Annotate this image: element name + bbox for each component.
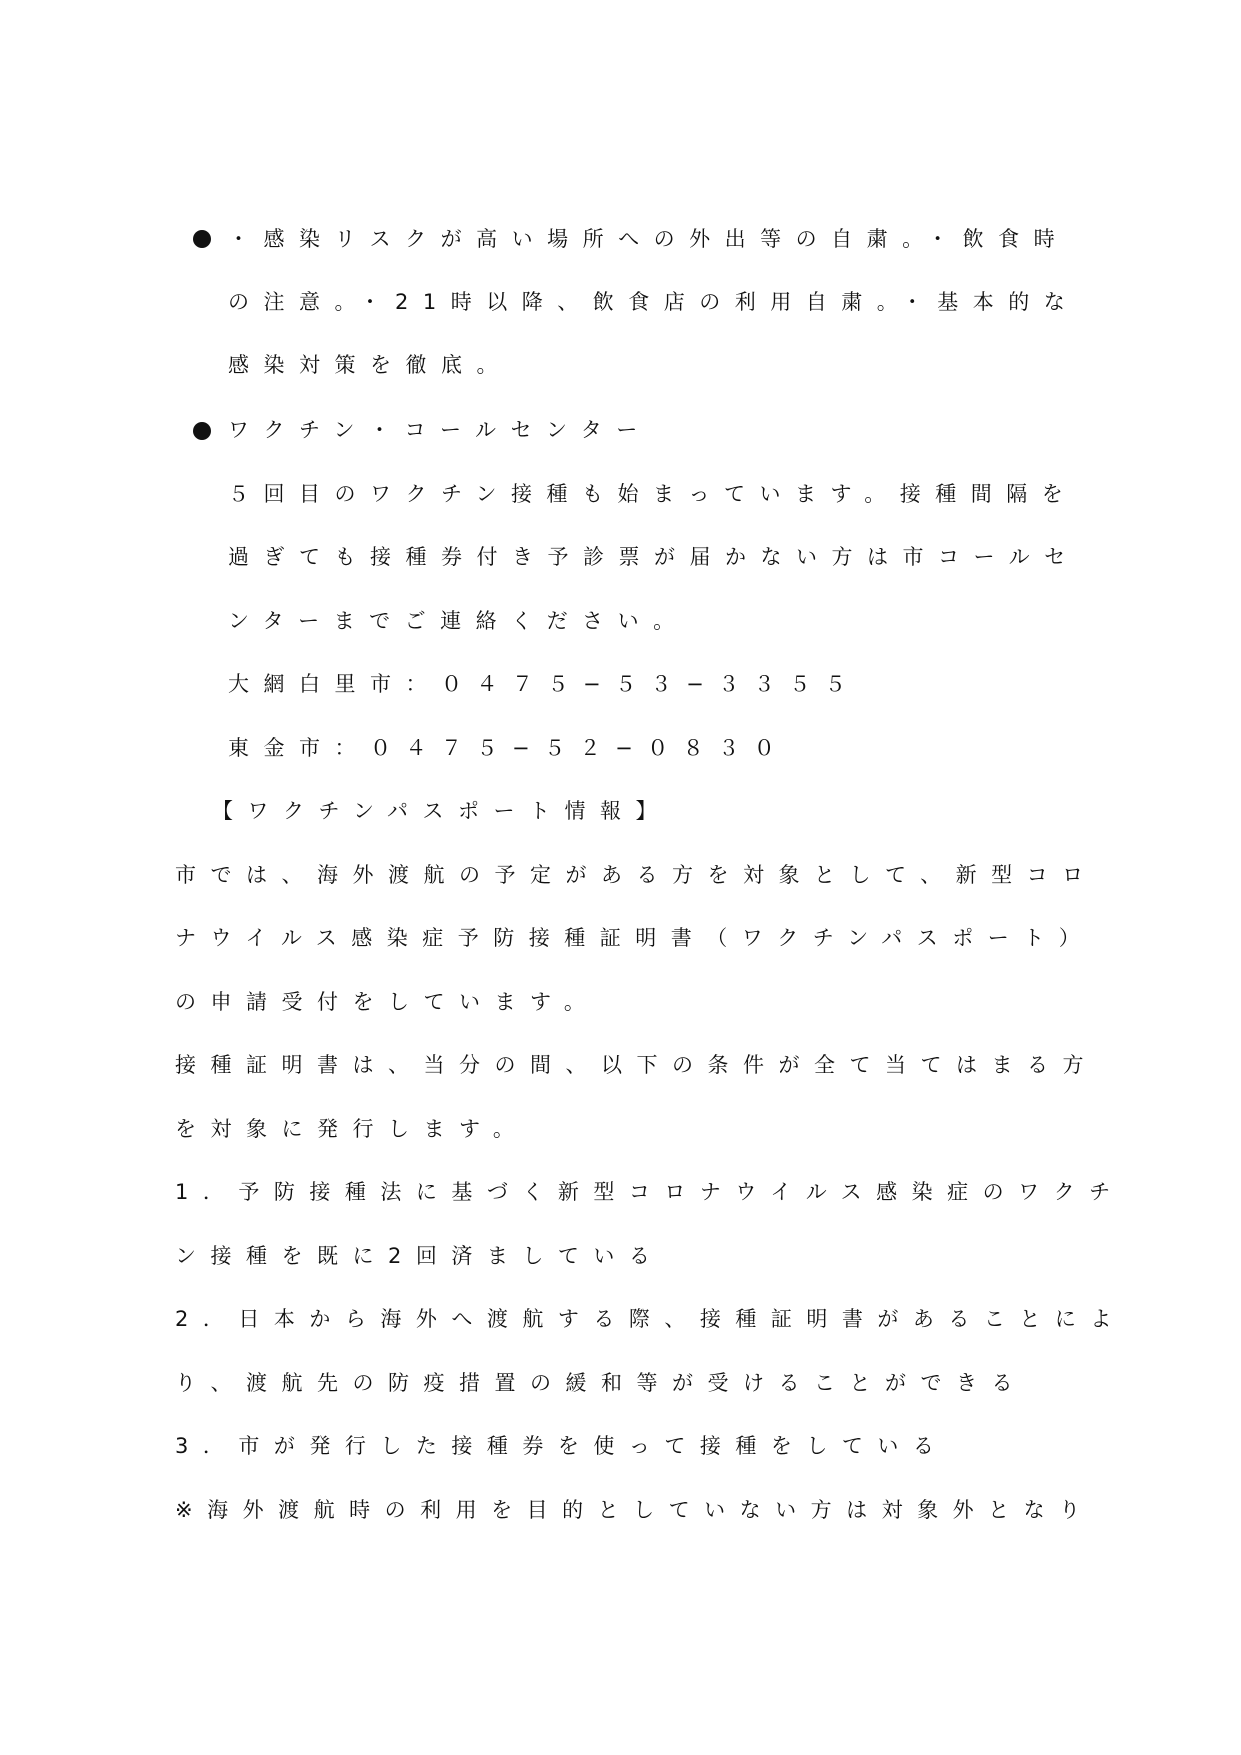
- bullet-1-line-1: ・感染リスクが高い場所への外出等の自粛。・飲食時: [228, 227, 1070, 251]
- condition-2-line-2: り、渡航先の防疫措置の緩和等が受けることができる: [175, 1371, 1027, 1395]
- bullet-2-line-2: ５回目のワクチン接種も始まっています。接種間隔を: [228, 482, 1078, 506]
- passport-heading: 【ワクチンパスポート情報】: [212, 799, 671, 823]
- condition-2-line-1: 2．日本から海外へ渡航する際、接種証明書があることによ: [175, 1307, 1126, 1331]
- bullet-2-line-4: ンターまでご連絡ください。: [228, 609, 689, 633]
- condition-1-line-2: ン接種を既に2回済ましている: [175, 1244, 665, 1268]
- call-center-title: ワクチン・コールセンター: [228, 418, 652, 442]
- bullet-2-line-3: 過ぎても接種券付き予診票が届かない方は市コールセ: [228, 545, 1080, 569]
- passport-note: ※海外渡航時の利用を目的としていない方は対象外となり: [175, 1498, 1095, 1522]
- condition-1-line-1: 1．予防接種法に基づく新型コロナウイルス感染症のワクチ: [175, 1180, 1125, 1204]
- passport-intro-line-2: ナウイルス感染症予防接種証明書（ワクチンパスポート）: [175, 926, 1095, 950]
- condition-3-line-1: 3．市が発行した接種券を使って接種をしている: [175, 1434, 949, 1458]
- condition-intro-line-1: 接種証明書は、当分の間、以下の条件が全て当てはまる方: [175, 1053, 1098, 1077]
- bullet-1-line-2: の注意。・21時以降、飲食店の利用自粛。・基本的な: [228, 290, 1080, 314]
- bullet-dot-1: [193, 230, 211, 248]
- bullet-dot-2: [193, 422, 211, 440]
- passport-intro-line-1: 市では、海外渡航の予定がある方を対象として、新型コロ: [175, 863, 1098, 887]
- passport-intro-line-3: の申請受付をしています。: [175, 990, 600, 1014]
- phone-togane: 東金市：０４７５−５２−０８３０: [228, 736, 790, 760]
- bullet-1-line-3: 感染対策を徹底。: [228, 353, 512, 377]
- phone-oamishirasato: 大網白里市：０４７５−５３−３３５５: [228, 672, 861, 696]
- condition-intro-line-2: を対象に発行します。: [175, 1117, 529, 1141]
